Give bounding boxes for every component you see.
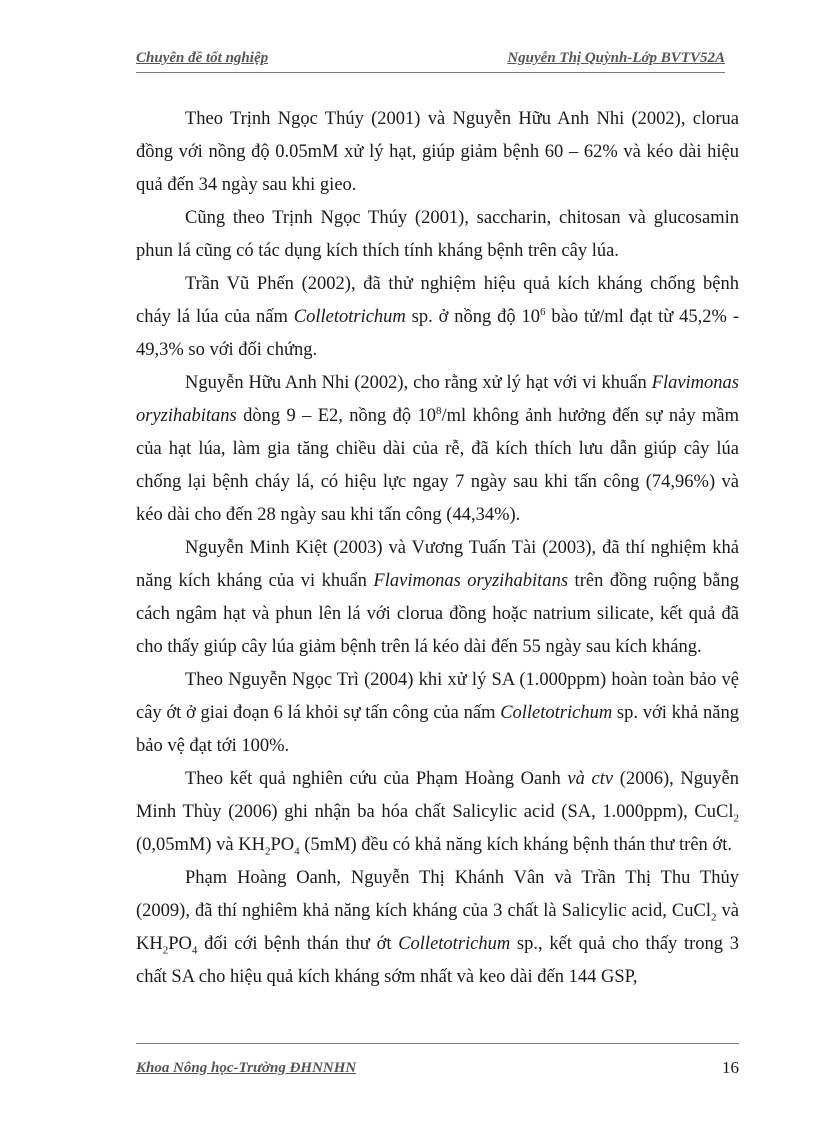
text-run: (5mM) đều có khả năng kích kháng bệnh thán thư trên ớt. — [299, 835, 732, 855]
page-header — [136, 50, 725, 73]
header-document-title: Chuyên đề tốt nghiệp — [136, 50, 269, 66]
text-run: (2006), Nguyễn Minh Thùy (2006) ghi nhận ba hóa chất Salicylic acid (SA, 1.000ppm), CuCl — [136, 769, 739, 822]
italic-text: Colletotrichum — [398, 934, 511, 954]
paragraph — [136, 763, 739, 862]
text-run: Nguyễn Minh Kiệt (2003) và Vương Tuấn Tài (2003), đã thí nghiệm khả năng kích kháng của vi khuẩn — [136, 538, 739, 591]
text-run: bào tử/ml đạt từ 45,2% - 49,3% so với đối chứng. — [136, 307, 740, 360]
italic-text: Colletotrichum — [500, 703, 613, 723]
subscript: 2 — [733, 812, 739, 825]
text-run: Cũng theo Trịnh Ngọc Thúy (2001), saccharin, chitosan và glucosamin phun lá cũng có tác dụng kích thích tính kháng bệnh trên cây lúa. — [136, 208, 739, 261]
paragraph — [136, 862, 739, 994]
page-footer — [136, 1043, 739, 1077]
page-number: 16 — [722, 1058, 739, 1077]
text-run: Trần Vũ Phến (2002), đã thử nghiệm hiệu quả kích kháng chống bệnh cháy lá lúa của nấm — [136, 274, 739, 327]
subscript: 2 — [264, 845, 271, 858]
paragraph — [136, 532, 739, 664]
text-run: dòng 9 – E2, nồng độ 10 — [236, 406, 437, 426]
text-run: và KH — [136, 901, 739, 954]
paragraph — [136, 103, 739, 202]
paragraph — [136, 268, 739, 367]
text-run: Theo Trịnh Ngọc Thúy (2001) và Nguyễn Hữu Anh Nhi (2002), clorua đồng với nồng độ 0.05mM xử lý hạt, giúp giảm bệnh 60 – 62% và kéo dài hiệu quả đến 34 ngày sau khi gieo. — [136, 109, 739, 195]
header-author-class: Nguyễn Thị Quỳnh-Lớp BVTV52A — [507, 50, 725, 66]
text-run: PO — [168, 934, 192, 954]
italic-text: và ctv — [567, 769, 614, 789]
text-run: trên đồng ruộng bằng cách ngâm hạt và phun lên lá với clorua đồng hoặc natrium silicate, kết quả đã cho thấy giúp cây lúa giảm bệnh trên lá kéo dài đến 55 ngày sau kích kháng. — [136, 571, 739, 657]
text-run: sp. ở nồng độ 10 — [405, 307, 541, 327]
paragraph — [136, 367, 739, 532]
subscript: 2 — [710, 911, 717, 924]
text-run: Theo kết quả nghiên cứu của Phạm Hoàng Oanh — [185, 769, 568, 789]
subscript: 2 — [162, 944, 169, 957]
italic-text: Flavimonas oryzihabitans — [136, 373, 739, 426]
subscript: 4 — [294, 845, 300, 858]
footer-faculty: Khoa Nông học-Trường ĐHNNHN — [136, 1060, 357, 1076]
text-run: /ml không ảnh hưởng đến sự nảy mầm của hạt lúa, làm gia tăng chiều dài của rễ, đã kích thích lưu dẫn giúp cây lúa chống lại bệnh cháy lá, có hiệu lực ngay 7 ngày sau khi tấn công (74,96%) và kéo dài cho đến 28 ngày sau khi tấn công (44,34%). — [136, 406, 739, 525]
text-run: sp., kết quả cho thấy trong 3 chất SA cho hiệu quả kích kháng sớm nhất và keo dài đến 144 GSP, — [136, 934, 739, 987]
paragraph — [136, 202, 739, 268]
italic-text: Flavimonas oryzihabitans — [373, 571, 569, 591]
subscript: 4 — [191, 944, 198, 957]
superscript: 8 — [436, 404, 442, 417]
superscript: 6 — [540, 305, 546, 318]
text-run: đối cới bệnh thán thư ớt — [197, 934, 399, 954]
body-content — [136, 103, 739, 994]
text-run: Theo Nguyễn Ngọc Trì (2004) khi xử lý SA (1.000ppm) hoàn toàn bảo vệ cây ớt ở giai đoạn 6 lá khỏi sự tấn công của nấm — [136, 670, 739, 723]
paragraph — [136, 664, 739, 763]
text-run: PO — [270, 835, 295, 855]
text-run: Nguyễn Hữu Anh Nhi (2002), cho rằng xử lý hạt với vi khuẩn — [185, 373, 652, 393]
text-run: sp. với khả năng bảo vệ đạt tới 100%. — [136, 703, 739, 756]
text-run: (0,05mM) và KH — [136, 835, 265, 855]
italic-text: Colletotrichum — [293, 307, 406, 327]
text-run: Phạm Hoàng Oanh, Nguyễn Thị Khánh Vân và Trần Thị Thu Thủy (2009), đã thí nghiêm khả năng kích kháng của 3 chất là Salicylic acid, CuCl — [136, 868, 739, 921]
